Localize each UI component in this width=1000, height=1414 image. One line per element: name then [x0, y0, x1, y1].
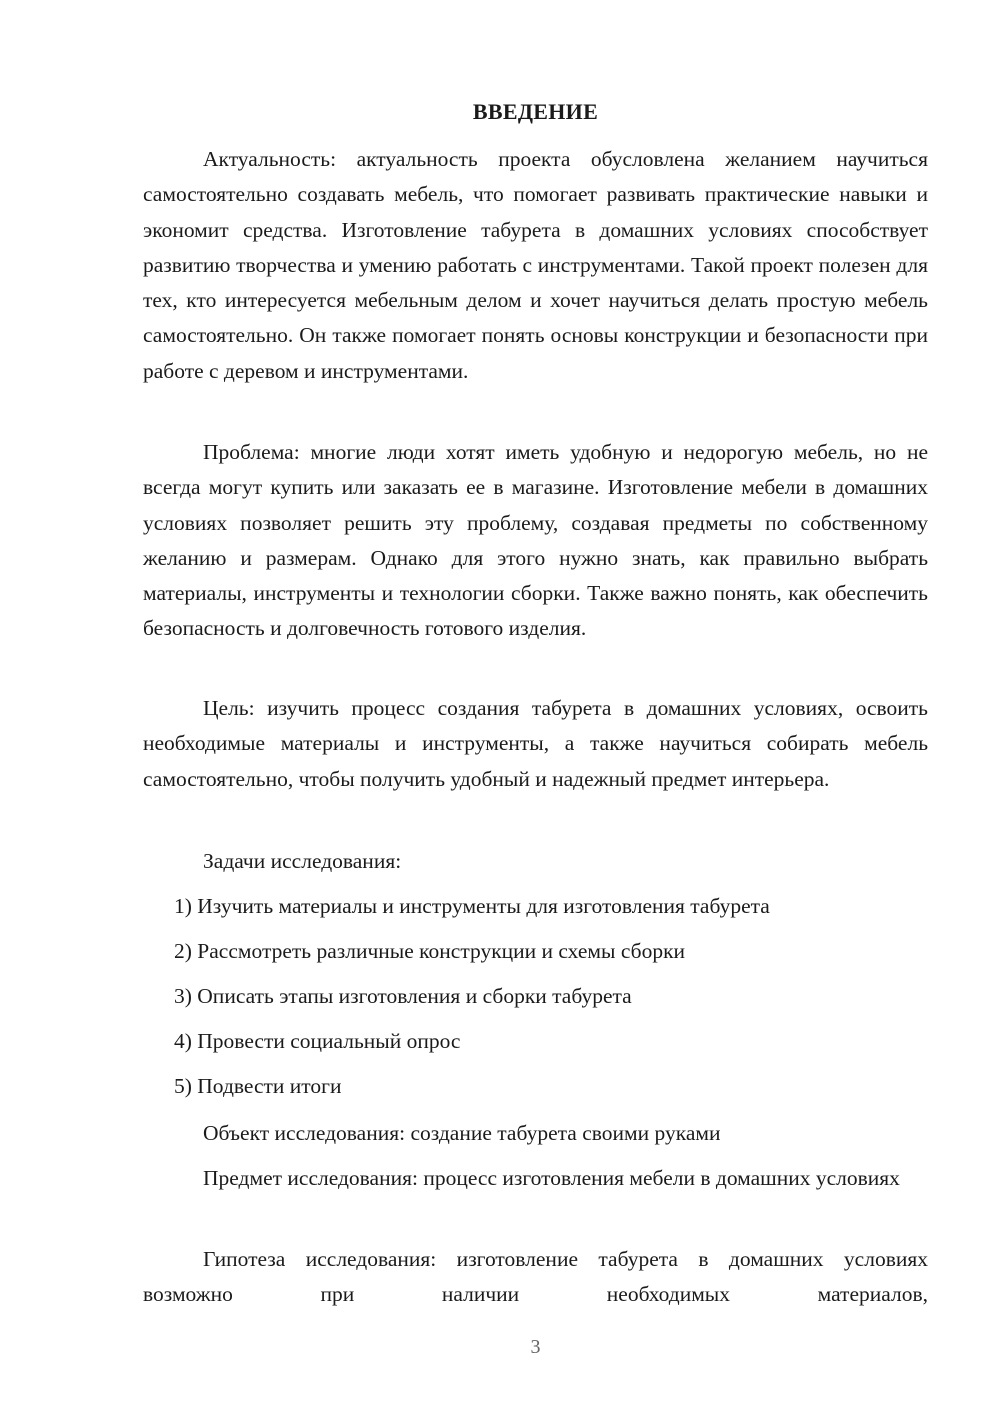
- page-number: 3: [530, 1336, 541, 1358]
- problem-paragraph: Проблема: многие люди хотят иметь удобную и недорогую мебель, но не всегда могут купить или заказать ее в магазине. Изготовление мебели в домашних условиях позволяет решить эту проблему, создавая предметы по собственному желанию и размерам. Однако для этого нужно знать, как правильно выбрать материалы, инструменты и технологии сборки. Также важно понять, как обеспечить безопасность и долговечность готового изделия.: [143, 440, 928, 641]
- goal-paragraph: Цель: изучить процесс создания табурета в домашних условиях, освоить необходимые материалы и инструменты, а также научиться собирать мебель самостоятельно, чтобы получить удобный и надежный предмет интерьера.: [143, 696, 928, 791]
- object-paragraph: Объект исследования: создание табурета своими руками: [203, 1121, 721, 1145]
- task-item-3: 3) Описать этапы изготовления и сборки табурета: [174, 984, 632, 1008]
- hypothesis-paragraph: Гипотеза исследования: изготовление табурета в домашних условиях возможно при наличии необходимых материалов,: [143, 1247, 928, 1307]
- page-title: ВВЕДЕНИЕ: [472, 99, 599, 124]
- task-item-2: 2) Рассмотреть различные конструкции и схемы сборки: [174, 939, 686, 963]
- task-item-5: 5) Подвести итоги: [174, 1074, 342, 1098]
- document-page: [143, 0, 928, 1414]
- subject-paragraph: Предмет исследования: процесс изготовления мебели в домашних условиях: [203, 1166, 900, 1190]
- task-item-4: 4) Провести социальный опрос: [174, 1029, 461, 1053]
- task-item-1: 1) Изучить материалы и инструменты для изготовления табурета: [174, 894, 770, 918]
- relevance-paragraph: Актуальность: актуальность проекта обусловлена желанием научиться самостоятельно создавать мебель, что помогает развивать практические навыки и экономит средства. Изготовление табурета в домашних условиях способствует развитию творчества и умению работать с инструментами. Такой проект полезен для тех, кто интересуется мебельным делом и хочет научиться делать простую мебель самостоятельно. Он также помогает понять основы конструкции и безопасности при работе с деревом и инструментами.: [143, 147, 928, 383]
- tasks-heading: Задачи исследования:: [203, 849, 402, 873]
